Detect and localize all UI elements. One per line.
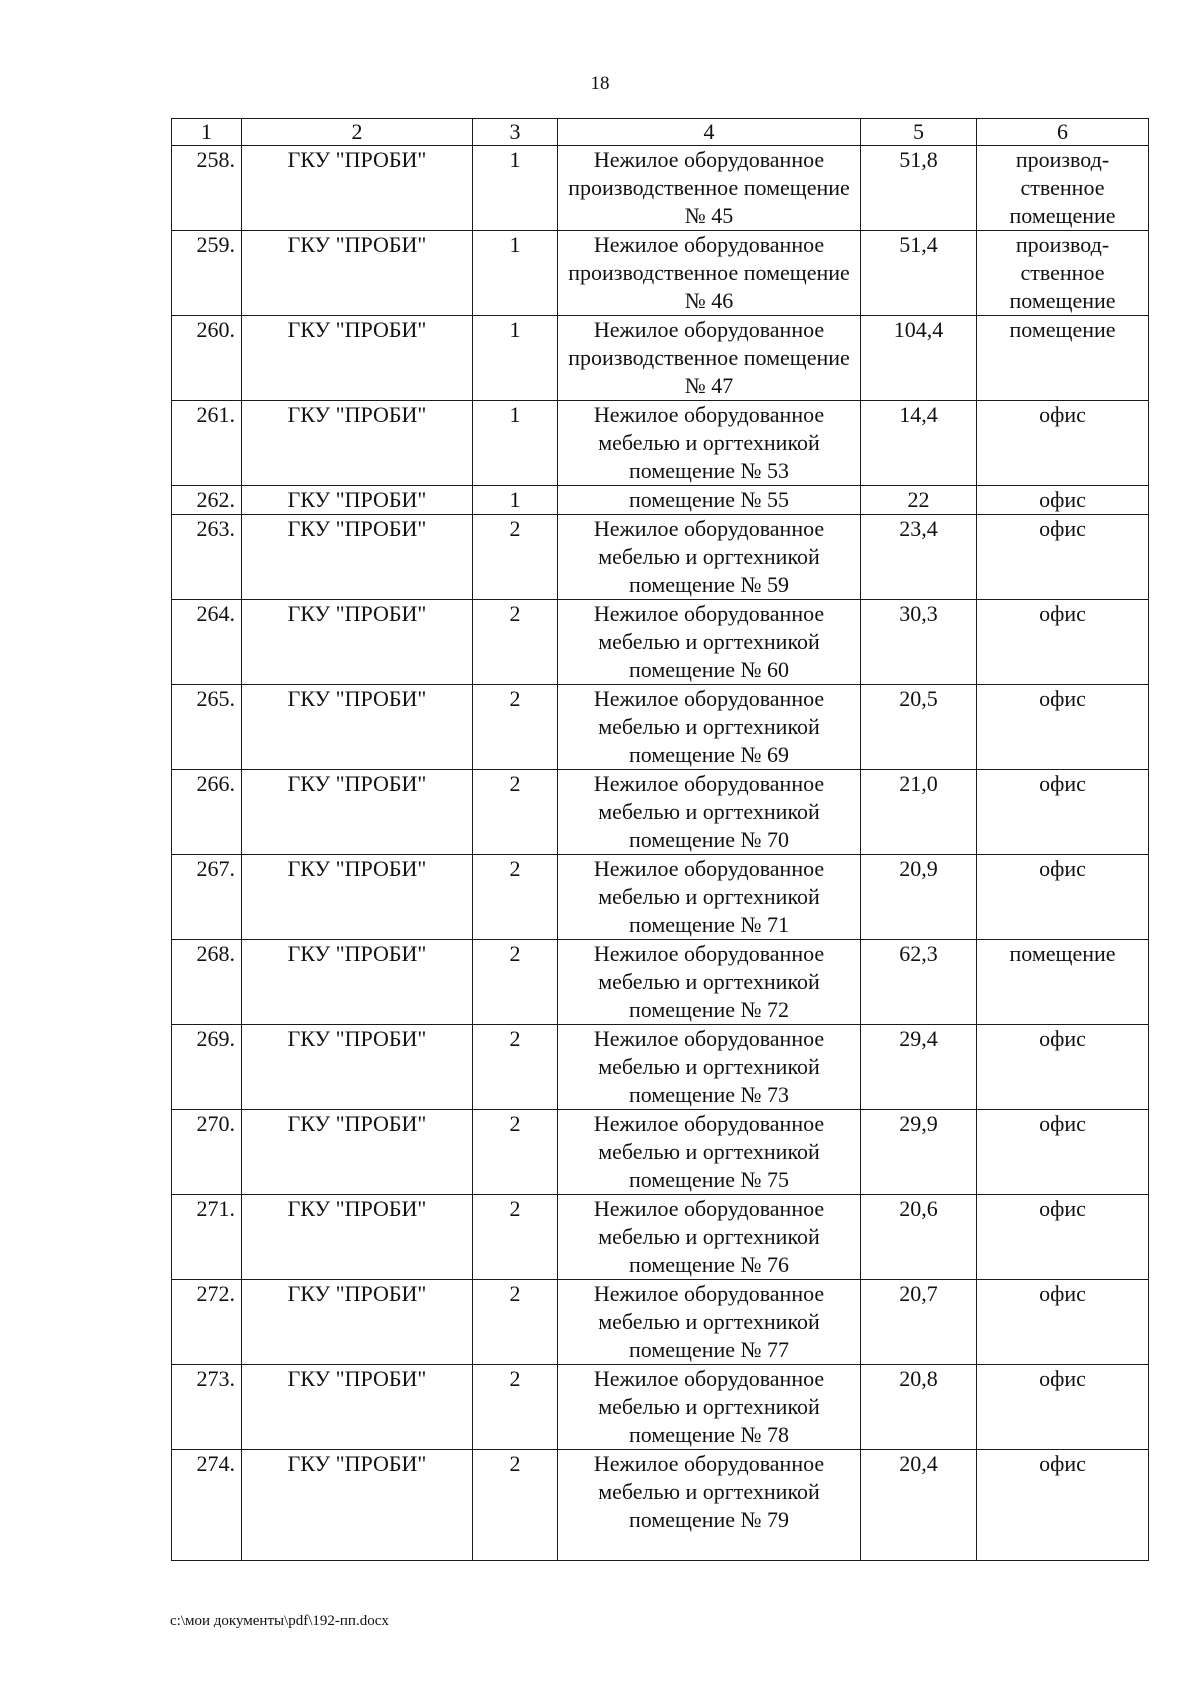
description-cell: Нежилое оборудованное мебелью и оргтехникой помещение № 60 <box>558 600 861 685</box>
table-row <box>172 1025 1149 1110</box>
purpose-cell: помещение <box>977 940 1149 1025</box>
organization-cell: ГКУ "ПРОБИ" <box>242 1110 473 1195</box>
table-row <box>172 486 1149 515</box>
organization-cell: ГКУ "ПРОБИ" <box>242 855 473 940</box>
description-cell: Нежилое оборудованное мебелью и оргтехникой помещение № 59 <box>558 515 861 600</box>
description-cell: Нежилое оборудованное мебелью и оргтехникой помещение № 73 <box>558 1025 861 1110</box>
description-cell: Нежилое оборудованное мебелью и оргтехникой помещение № 77 <box>558 1280 861 1365</box>
floor-cell: 2 <box>473 515 558 600</box>
purpose-cell: офис <box>977 600 1149 685</box>
organization-cell: ГКУ "ПРОБИ" <box>242 401 473 486</box>
area-cell: 14,4 <box>861 401 977 486</box>
description-cell: Нежилое оборудованное мебелью и оргтехникой помещение № 71 <box>558 855 861 940</box>
row-number: 273. <box>172 1365 242 1450</box>
column-header: 3 <box>473 119 558 146</box>
table-row <box>172 1365 1149 1450</box>
table-row <box>172 600 1149 685</box>
table-row <box>172 855 1149 940</box>
organization-cell: ГКУ "ПРОБИ" <box>242 1195 473 1280</box>
description-cell: Нежилое оборудованное производственное помещение № 45 <box>558 146 861 231</box>
floor-cell: 2 <box>473 685 558 770</box>
row-number: 264. <box>172 600 242 685</box>
table-row <box>172 146 1149 231</box>
area-cell: 51,8 <box>861 146 977 231</box>
row-number: 258. <box>172 146 242 231</box>
floor-cell: 2 <box>473 855 558 940</box>
description-cell: Нежилое оборудованное мебелью и оргтехникой помещение № 78 <box>558 1365 861 1450</box>
area-cell: 20,6 <box>861 1195 977 1280</box>
area-cell: 51,4 <box>861 231 977 316</box>
purpose-cell: производ-ственное помещение <box>977 231 1149 316</box>
organization-cell: ГКУ "ПРОБИ" <box>242 1025 473 1110</box>
row-number: 274. <box>172 1450 242 1561</box>
row-number: 270. <box>172 1110 242 1195</box>
description-cell: Нежилое оборудованное мебелью и оргтехникой помещение № 69 <box>558 685 861 770</box>
description-cell: Нежилое оборудованное мебелью и оргтехникой помещение № 72 <box>558 940 861 1025</box>
row-number: 263. <box>172 515 242 600</box>
table-row <box>172 515 1149 600</box>
floor-cell: 2 <box>473 940 558 1025</box>
floor-cell: 2 <box>473 1025 558 1110</box>
table-row <box>172 316 1149 401</box>
purpose-cell: офис <box>977 401 1149 486</box>
property-table <box>171 118 1149 1561</box>
description-cell: Нежилое оборудованное мебелью и оргтехникой помещение № 79 <box>558 1450 861 1561</box>
page-number: 18 <box>590 73 610 94</box>
area-cell: 20,8 <box>861 1365 977 1450</box>
row-number: 265. <box>172 685 242 770</box>
description-cell: Нежилое оборудованное производственное помещение № 46 <box>558 231 861 316</box>
floor-cell: 1 <box>473 401 558 486</box>
purpose-cell: офис <box>977 685 1149 770</box>
description-cell: Нежилое оборудованное мебелью и оргтехникой помещение № 70 <box>558 770 861 855</box>
purpose-cell: офис <box>977 855 1149 940</box>
organization-cell: ГКУ "ПРОБИ" <box>242 316 473 401</box>
floor-cell: 2 <box>473 1365 558 1450</box>
table-row <box>172 401 1149 486</box>
area-cell: 62,3 <box>861 940 977 1025</box>
floor-cell: 2 <box>473 1110 558 1195</box>
floor-cell: 1 <box>473 231 558 316</box>
footer-file-path: c:\мои документы\pdf\192-пп.docx <box>170 1613 389 1629</box>
area-cell: 20,7 <box>861 1280 977 1365</box>
table-row <box>172 940 1149 1025</box>
row-number: 272. <box>172 1280 242 1365</box>
description-cell: Нежилое оборудованное мебелью и оргтехникой помещение № 53 <box>558 401 861 486</box>
description-cell: Нежилое оборудованное мебелью и оргтехникой помещение № 76 <box>558 1195 861 1280</box>
area-cell: 29,4 <box>861 1025 977 1110</box>
description-cell: помещение № 55 <box>558 486 861 515</box>
area-cell: 20,9 <box>861 855 977 940</box>
column-header: 6 <box>977 119 1149 146</box>
row-number: 266. <box>172 770 242 855</box>
purpose-cell: помещение <box>977 316 1149 401</box>
description-cell: Нежилое оборудованное производственное помещение № 47 <box>558 316 861 401</box>
table-row <box>172 1450 1149 1561</box>
floor-cell: 1 <box>473 316 558 401</box>
organization-cell: ГКУ "ПРОБИ" <box>242 231 473 316</box>
area-cell: 22 <box>861 486 977 515</box>
column-header: 4 <box>558 119 861 146</box>
floor-cell: 2 <box>473 1450 558 1561</box>
purpose-cell: производ-ственное помещение <box>977 146 1149 231</box>
purpose-cell: офис <box>977 486 1149 515</box>
organization-cell: ГКУ "ПРОБИ" <box>242 940 473 1025</box>
row-number: 259. <box>172 231 242 316</box>
row-number: 261. <box>172 401 242 486</box>
row-number: 269. <box>172 1025 242 1110</box>
table-row <box>172 685 1149 770</box>
column-header: 1 <box>172 119 242 146</box>
table-row <box>172 1195 1149 1280</box>
floor-cell: 1 <box>473 486 558 515</box>
purpose-cell: офис <box>977 1025 1149 1110</box>
organization-cell: ГКУ "ПРОБИ" <box>242 1280 473 1365</box>
organization-cell: ГКУ "ПРОБИ" <box>242 486 473 515</box>
organization-cell: ГКУ "ПРОБИ" <box>242 600 473 685</box>
column-header: 2 <box>242 119 473 146</box>
row-number: 262. <box>172 486 242 515</box>
table-row <box>172 1110 1149 1195</box>
table-row <box>172 231 1149 316</box>
column-header: 5 <box>861 119 977 146</box>
area-cell: 20,5 <box>861 685 977 770</box>
purpose-cell: офис <box>977 1110 1149 1195</box>
row-number: 267. <box>172 855 242 940</box>
floor-cell: 2 <box>473 770 558 855</box>
purpose-cell: офис <box>977 1365 1149 1450</box>
purpose-cell: офис <box>977 1450 1149 1561</box>
organization-cell: ГКУ "ПРОБИ" <box>242 685 473 770</box>
floor-cell: 2 <box>473 1195 558 1280</box>
row-number: 260. <box>172 316 242 401</box>
row-number: 271. <box>172 1195 242 1280</box>
organization-cell: ГКУ "ПРОБИ" <box>242 1450 473 1561</box>
area-cell: 29,9 <box>861 1110 977 1195</box>
organization-cell: ГКУ "ПРОБИ" <box>242 770 473 855</box>
area-cell: 104,4 <box>861 316 977 401</box>
organization-cell: ГКУ "ПРОБИ" <box>242 515 473 600</box>
floor-cell: 2 <box>473 1280 558 1365</box>
area-cell: 21,0 <box>861 770 977 855</box>
purpose-cell: офис <box>977 515 1149 600</box>
area-cell: 23,4 <box>861 515 977 600</box>
organization-cell: ГКУ "ПРОБИ" <box>242 146 473 231</box>
area-cell: 30,3 <box>861 600 977 685</box>
row-number: 268. <box>172 940 242 1025</box>
table-row <box>172 1280 1149 1365</box>
table-header-row <box>172 119 1149 146</box>
purpose-cell: офис <box>977 770 1149 855</box>
description-cell: Нежилое оборудованное мебелью и оргтехникой помещение № 75 <box>558 1110 861 1195</box>
area-cell: 20,4 <box>861 1450 977 1561</box>
floor-cell: 2 <box>473 600 558 685</box>
table-row <box>172 770 1149 855</box>
purpose-cell: офис <box>977 1280 1149 1365</box>
floor-cell: 1 <box>473 146 558 231</box>
purpose-cell: офис <box>977 1195 1149 1280</box>
organization-cell: ГКУ "ПРОБИ" <box>242 1365 473 1450</box>
